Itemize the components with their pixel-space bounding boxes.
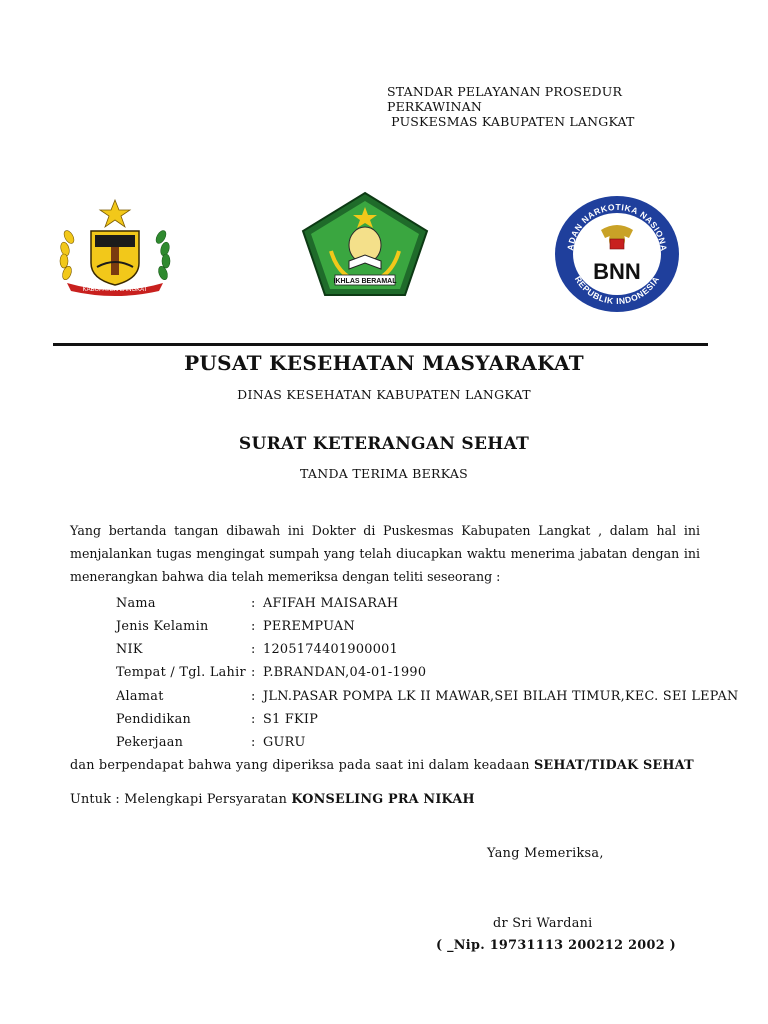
field-value: PEREMPUAN	[263, 619, 355, 634]
kementerian-agama-logo	[301, 191, 429, 299]
kabupaten-langkat-logo	[55, 197, 175, 297]
signature-heading: Yang Memeriksa,	[487, 846, 604, 861]
field-colon: :	[251, 689, 256, 704]
page-subtitle: DINAS KESEHATAN KABUPATEN LANGKAT	[237, 387, 531, 402]
document-header	[387, 84, 635, 129]
purpose-text: Untuk : Melengkapi Persyaratan	[70, 792, 292, 807]
conclusion-line	[70, 758, 694, 773]
field-colon: :	[251, 665, 256, 680]
signer-nip: ( _Nip. 19731113 200212 2002 )	[436, 938, 677, 953]
field-label: Jenis Kelamin	[116, 619, 209, 634]
field-label: Tempat / Tgl. Lahir	[116, 665, 246, 680]
signer-name: dr Sri Wardani	[493, 916, 593, 931]
bnn-top-text: ADAN NARKOTIKA NASIONA	[565, 201, 670, 253]
conclusion-status: SEHAT/TIDAK SEHAT	[533, 758, 694, 773]
field-label: Pekerjaan	[116, 735, 184, 750]
purpose-line	[70, 792, 475, 807]
field-colon: :	[251, 619, 256, 634]
bnn-center-text: BNN	[593, 259, 641, 284]
letter-subtitle: TANDA TERIMA BERKAS	[299, 466, 469, 481]
page-title: PUSAT KESEHATAN MASYARAKAT	[184, 351, 584, 375]
field-colon: :	[251, 596, 256, 611]
field-label: Pendidikan	[116, 712, 192, 727]
field-value: P.BRANDAN,04-01-1990	[263, 665, 427, 680]
field-value: 1205174401900001	[263, 642, 399, 657]
field-value: AFIFAH MAISARAH	[263, 596, 399, 611]
field-label: NIK	[116, 642, 143, 657]
purpose-bold: KONSELING PRA NIKAH	[291, 792, 475, 807]
field-value: JLN.PASAR POMPA LK II MAWAR,SEI BILAH TIMUR,KEC. SEI LEPAN	[263, 689, 739, 704]
field-colon: :	[251, 712, 256, 727]
field-label: Nama	[116, 596, 156, 611]
field-label: Alamat	[116, 689, 164, 704]
field-colon: :	[251, 735, 256, 750]
middle-logo-text: IKHLAS BERAMAL	[333, 278, 397, 285]
field-value: GURU	[263, 735, 306, 750]
bnn-bottom-text: REPUBLIK INDONESIA	[572, 274, 662, 307]
letter-title: SURAT KETERANGAN SEHAT	[238, 434, 530, 454]
field-value: S1 FKIP	[263, 712, 319, 727]
intro-paragraph: Yang bertanda tangan dibawah ini Dokter di Puskesmas Kabupaten Langkat , dalam hal ini menjalankan tugas mengingat sumpah yang telah diucapkan waktu menerima jabatan dengan ini menerangkan bahwa dia telah memeriksa dengan teliti seseorang :	[70, 523, 700, 584]
left-logo-text: KABUPATEN LANGKAT	[82, 287, 148, 293]
bnn-logo	[553, 194, 681, 314]
header-line-1: STANDAR PELAYANAN PROSEDUR	[387, 84, 623, 99]
field-colon: :	[251, 642, 256, 657]
conclusion-text: dan berpendapat bahwa yang diperiksa pada saat ini dalam keadaan	[70, 758, 534, 773]
header-divider	[53, 343, 708, 346]
header-line-2: PERKAWINAN	[387, 99, 482, 114]
header-line-3: PUSKESMAS KABUPATEN LANGKAT	[387, 114, 635, 129]
